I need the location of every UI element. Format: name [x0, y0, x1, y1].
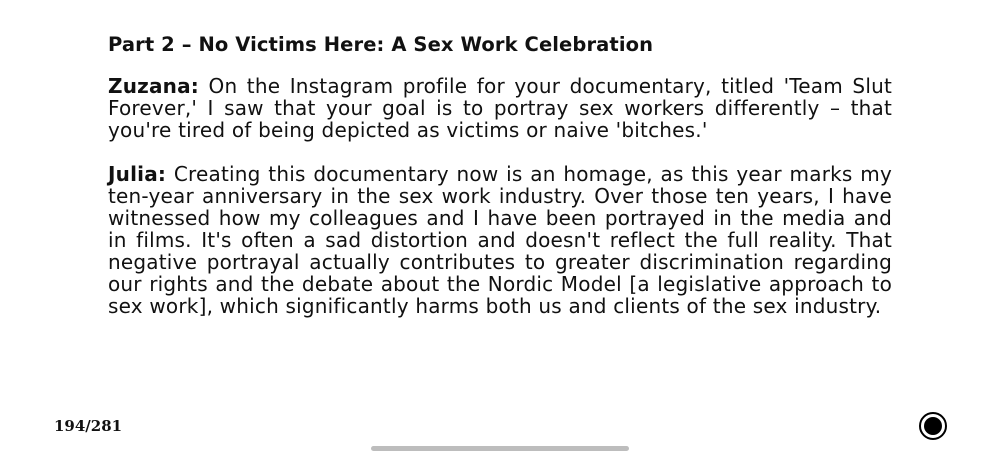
reader-page — [108, 32, 892, 339]
section-heading: Part 2 – No Victims Here: A Sex Work Celebration — [108, 33, 654, 56]
reader-menu-button[interactable] — [919, 412, 947, 440]
interview-paragraph-julia — [108, 163, 892, 317]
interview-paragraph-zuzana — [108, 75, 892, 141]
page-counter: 194/281 — [54, 417, 123, 435]
paragraph-text: On the Instagram profile for your documentary, titled 'Team Slut Forever,' I saw that your goal is to portray sex workers differently – that you're tired of being depicted as victims or naive 'bitches.' — [108, 74, 892, 142]
paragraph-text: Creating this documentary now is an homage, as this year marks my ten-year anniversary in the sex work industry. Over those ten years, I have witnessed how my colleagues and I have been portrayed in the media and in films. It's often a sad distortion and doesn't reflect the full reality. That negative portrayal actually contributes to greater discrimination regarding our rights and the debate about the Nordic Model [a legislative approach to sex work], which significantly harms both us and clients of the sex industry. — [108, 162, 892, 318]
speaker-name: Julia: — [108, 162, 167, 186]
circle-menu-icon — [924, 417, 942, 435]
speaker-name: Zuzana: — [108, 74, 200, 98]
home-indicator[interactable] — [371, 446, 629, 451]
